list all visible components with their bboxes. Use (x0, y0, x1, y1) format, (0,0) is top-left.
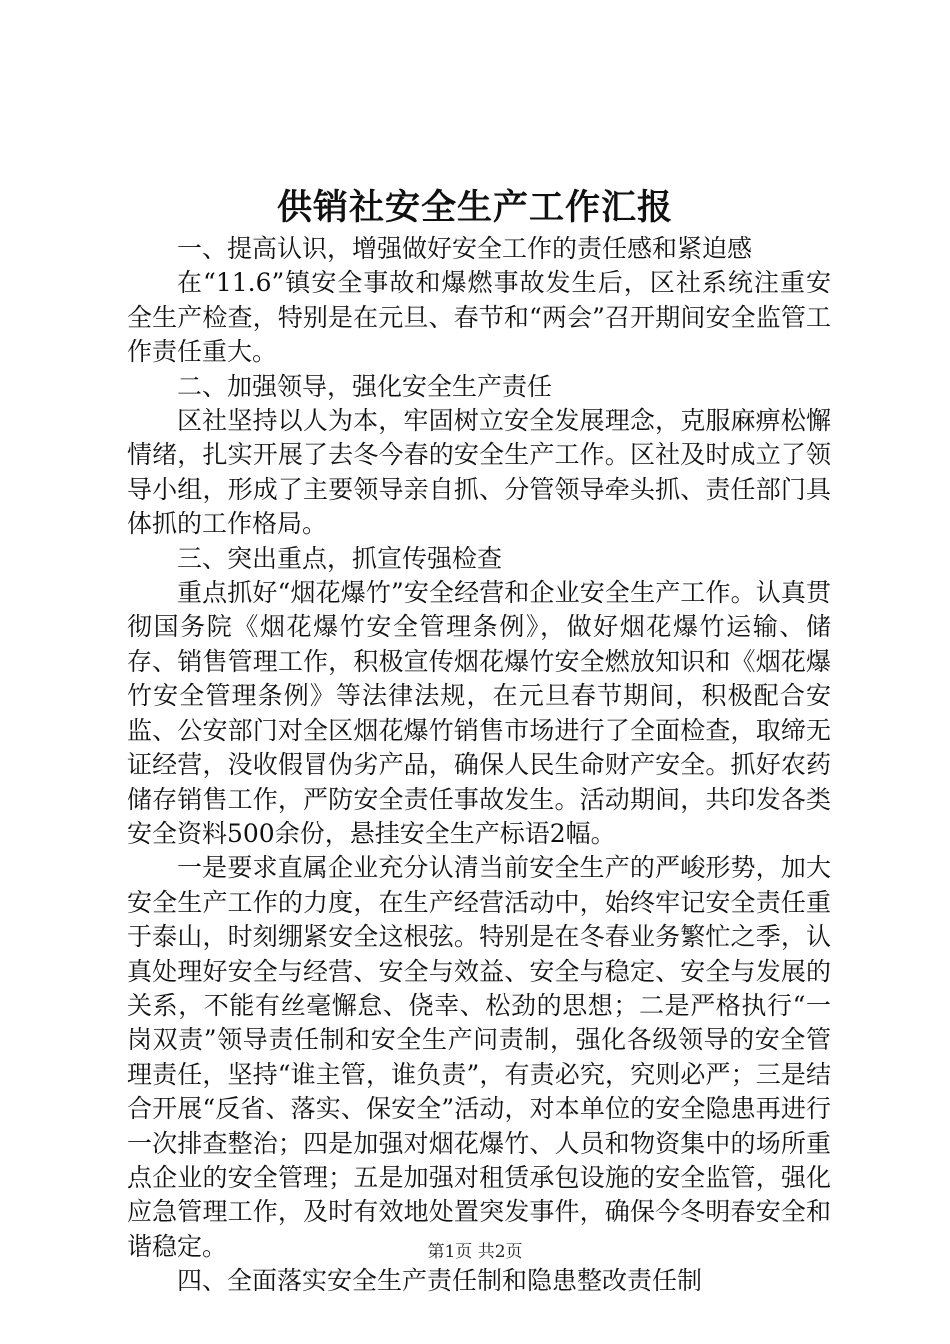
paragraph-3: 重点抓好“烟花爆竹”安全经营和企业安全生产工作。认真贯彻国务院《烟花爆竹安全管理条例》，做好烟花爆竹运输、储存、销售管理工作，积极宣传烟花爆竹安全燃放知识和《烟花爆竹安全管理条例》等法律法规，在元旦春节期间，积极配合安监、公安部门对全区烟花爆竹销售市场进行了全面检查，取缔无证经营，没收假冒伪劣产品，确保人民生命财产安全。抓好农药储存销售工作，严防安全责任事故发生。活动期间，共印发各类安全资料500余份，悬挂安全生产标语2幅。 (127, 578, 831, 848)
paragraph-1: 在“11.6”镇安全事故和爆燃事故发生后，区社系统注重安全生产检查，特别是在元旦、春节和“两会”召开期间安全监管工作责任重大。 (127, 268, 831, 367)
section-heading-1: 一、提高认识，增强做好安全工作的责任感和紧迫感 (177, 234, 753, 263)
document-body (127, 232, 831, 1299)
section-heading-3: 三、突出重点，抓宣传强检查 (177, 543, 503, 573)
paragraph-2: 区社坚持以人为本，牢固树立安全发展理念，克服麻痹松懈情绪，扎实开展了去冬今春的安全生产工作。区社及时成立了领导小组，形成了主要领导亲自抓、分管领导牵头抓、责任部门具体抓的工作格局。 (127, 406, 831, 539)
paragraph-4: 一是要求直属企业充分认清当前安全生产的严峻形势，加大安全生产工作的力度，在生产经营活动中，始终牢记安全责任重于泰山，时刻绷紧安全这根弦。特别是在冬春业务繁忙之季，认真处理好安全与经营、安全与效益、安全与稳定、安全与发展的关系，不能有丝毫懈怠、侥幸、松劲的思想；二是严格执行“一岗双责”领导责任制和安全生产问责制，强化各级领导的安全管理责任，坚持“谁主管，谁负责”，有责必究，究则必严；三是结合开展“反省、落实、保安全”活动，对本单位的安全隐患再进行一次排查整治；四是加强对烟花爆竹、人员和物资集中的场所重点企业的安全管理；五是加强对租赁承包设施的安全监管，强化应急管理工作，及时有效地处置突发事件，确保今冬明春安全和谐稳定。 (127, 853, 831, 1261)
section-heading-4: 四、全面落实安全生产责任制和隐患整改责任制 (177, 1266, 703, 1296)
page-footer: 第1页 共2页 (427, 1242, 523, 1262)
document-title: 供销社安全生产工作汇报 (276, 187, 673, 228)
section-heading-2: 二、加强领导，强化安全生产责任 (177, 371, 553, 401)
